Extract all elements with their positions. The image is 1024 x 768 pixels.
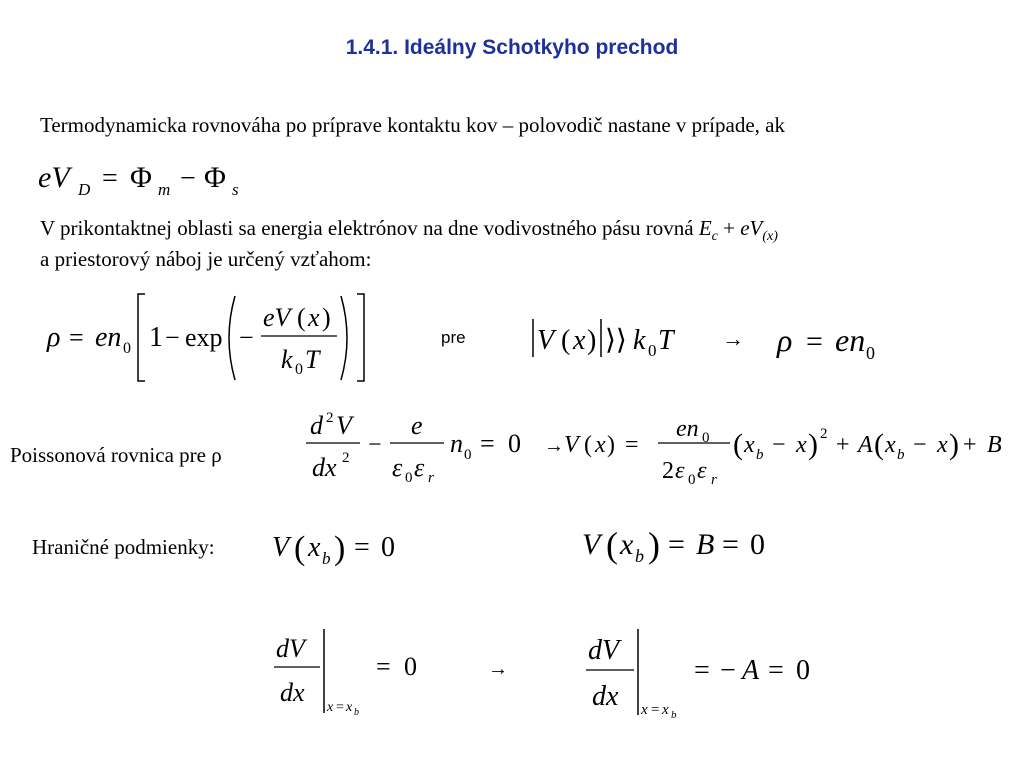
intro-text: Termodynamicka rovnováha po príprave kontaktu kov – polovodič nastane v prípade, ak <box>40 113 785 137</box>
inline-ec: $E_c$ <box>698 216 718 245</box>
inline-plus: + <box>723 216 735 240</box>
svg-text:T: T <box>305 345 320 374</box>
svg-text:x: x <box>595 432 606 458</box>
equation-poisson <box>300 402 535 492</box>
svg-text:(: ( <box>584 432 592 458</box>
svg-text:x: x <box>346 700 353 715</box>
svg-text:0: 0 <box>404 652 417 681</box>
svg-text:0: 0 <box>405 470 413 486</box>
svg-text:=: = <box>69 323 84 352</box>
boundary-conditions-label: Hraničné podmienky: <box>32 535 215 559</box>
svg-text:n: n <box>450 429 463 458</box>
equation-barrier-height <box>30 155 270 200</box>
svg-text:=: = <box>102 163 118 194</box>
svg-text:=: = <box>376 652 391 681</box>
svg-text:en: en <box>95 322 122 353</box>
svg-text:0: 0 <box>381 532 395 563</box>
svg-text:b: b <box>635 546 644 566</box>
svg-text:x: x <box>573 325 586 356</box>
svg-text:dV: dV <box>588 635 620 666</box>
svg-text:Φ: Φ <box>204 161 226 194</box>
svg-text:2: 2 <box>326 410 334 426</box>
svg-text:ρ: ρ <box>777 322 793 358</box>
svg-text:=: = <box>625 432 639 458</box>
svg-text:T: T <box>658 325 674 356</box>
svg-text:(: ( <box>294 530 306 567</box>
svg-text:b: b <box>354 707 359 718</box>
svg-text:ε: ε <box>697 458 707 484</box>
svg-text:0: 0 <box>295 361 303 378</box>
svg-text:ε: ε <box>414 453 425 482</box>
svg-text:=: = <box>668 528 685 561</box>
svg-text:1: 1 <box>149 322 163 353</box>
svg-text:(: ( <box>733 428 743 461</box>
svg-text:−: − <box>720 655 736 686</box>
svg-text:0: 0 <box>648 341 657 360</box>
svg-text:en: en <box>835 322 866 358</box>
equation-boundary-2-result <box>584 625 834 723</box>
svg-text:x: x <box>796 432 807 458</box>
svg-text:−: − <box>913 432 927 458</box>
svg-text:−: − <box>180 163 196 194</box>
svg-text:): ) <box>808 428 818 461</box>
svg-text:exp: exp <box>185 323 223 352</box>
svg-text:B: B <box>987 432 1002 458</box>
svg-text:dx: dx <box>312 453 337 482</box>
svg-text:0: 0 <box>796 655 810 686</box>
svg-text:): ) <box>334 530 346 567</box>
svg-text:d: d <box>310 411 323 440</box>
svg-text:b: b <box>671 709 677 721</box>
svg-text:x: x <box>620 528 634 561</box>
equation-boundary-1-result <box>578 514 778 568</box>
svg-text:+: + <box>836 432 850 458</box>
svg-text:b: b <box>756 447 764 463</box>
energy-sentence-line2: a priestorový náboj je určený vzťahom: <box>40 247 372 271</box>
svg-text:dV: dV <box>276 634 305 663</box>
svg-text:m: m <box>158 180 171 199</box>
svg-text:b: b <box>322 549 331 568</box>
svg-text:=: = <box>354 532 370 563</box>
svg-text:=: = <box>722 528 739 561</box>
svg-text:dx: dx <box>280 678 305 707</box>
svg-text:eV: eV <box>38 161 70 194</box>
svg-text:x: x <box>641 702 648 718</box>
svg-text:−: − <box>165 323 180 352</box>
svg-text:x: x <box>937 432 948 458</box>
svg-text:r: r <box>711 472 717 488</box>
page-title: 1.4.1. Ideálny Schotkyho prechod <box>345 36 679 59</box>
svg-text:(: ( <box>606 525 618 565</box>
svg-text:b: b <box>897 447 905 463</box>
svg-text:B: B <box>696 528 715 561</box>
svg-text:): ) <box>648 525 660 565</box>
equation-boundary-1 <box>268 518 418 570</box>
svg-text:⟩⟩: ⟩⟩ <box>605 325 627 356</box>
inline-ev: $eV_{(x)}$ <box>740 216 778 245</box>
svg-text:x: x <box>308 303 320 332</box>
svg-text:=: = <box>651 702 660 718</box>
equation-boundary-2 <box>272 625 432 720</box>
svg-text:s: s <box>232 180 239 199</box>
svg-text:dx: dx <box>592 681 619 712</box>
svg-text:x: x <box>308 532 321 563</box>
svg-text:x: x <box>885 432 896 458</box>
svg-text:e: e <box>411 411 423 440</box>
svg-text:x: x <box>662 702 669 718</box>
svg-text:(: ( <box>874 428 884 461</box>
svg-text:2: 2 <box>820 426 828 442</box>
svg-text:−: − <box>368 432 382 458</box>
svg-text:V: V <box>537 325 555 356</box>
svg-text:=: = <box>694 655 710 686</box>
svg-text:x: x <box>327 700 334 715</box>
svg-text:0: 0 <box>866 343 875 363</box>
poisson-label: Poissonová rovnica pre ρ <box>10 443 222 467</box>
svg-text:A: A <box>742 655 760 686</box>
svg-text:Φ: Φ <box>130 161 152 194</box>
svg-text:V: V <box>564 432 579 458</box>
svg-text:−: − <box>239 323 254 352</box>
equation-potential-solution <box>540 410 1024 495</box>
svg-text:0: 0 <box>702 430 710 446</box>
svg-text:k: k <box>281 345 293 374</box>
equation-depletion-condition <box>525 313 895 363</box>
svg-text:r: r <box>428 470 434 486</box>
equation-charge-density <box>35 288 385 388</box>
svg-text:0: 0 <box>508 429 521 458</box>
svg-text:D: D <box>78 180 91 199</box>
svg-text:0: 0 <box>464 447 472 463</box>
svg-text:0: 0 <box>688 472 696 488</box>
svg-text:): ) <box>322 303 331 332</box>
svg-text:→: → <box>488 658 508 680</box>
svg-text:0: 0 <box>123 340 131 357</box>
svg-text:): ) <box>949 428 959 461</box>
svg-text:V: V <box>272 532 290 563</box>
svg-text:+: + <box>963 432 977 458</box>
energy-sentence-text: V prikontaktnej oblasti sa energia elektrónov na dne vodivostného pásu rovná <box>40 216 694 240</box>
svg-text:ε: ε <box>392 453 403 482</box>
svg-text:ρ: ρ <box>47 322 61 353</box>
svg-text:V: V <box>336 411 352 440</box>
svg-text:en: en <box>676 416 699 442</box>
svg-text:=: = <box>768 655 784 686</box>
svg-text:=: = <box>336 700 344 715</box>
svg-text:2: 2 <box>342 450 350 466</box>
svg-text:A: A <box>858 432 873 458</box>
svg-text:ε: ε <box>675 458 685 484</box>
svg-text:−: − <box>772 432 786 458</box>
svg-text:): ) <box>607 432 615 458</box>
pre-label: pre <box>441 328 466 347</box>
svg-text:=: = <box>806 325 823 358</box>
svg-text:x: x <box>744 432 755 458</box>
svg-text:(: ( <box>297 303 306 332</box>
svg-text:=: = <box>480 429 495 458</box>
svg-text:→: → <box>722 326 744 351</box>
svg-text:→: → <box>544 435 564 457</box>
arrow-icon <box>484 653 524 683</box>
svg-text:2: 2 <box>662 458 674 484</box>
svg-text:k: k <box>633 325 646 356</box>
svg-text:(: ( <box>561 325 571 356</box>
svg-text:): ) <box>587 325 597 356</box>
svg-text:V: V <box>582 528 601 561</box>
svg-text:0: 0 <box>750 528 765 561</box>
svg-text:eV: eV <box>263 303 291 332</box>
